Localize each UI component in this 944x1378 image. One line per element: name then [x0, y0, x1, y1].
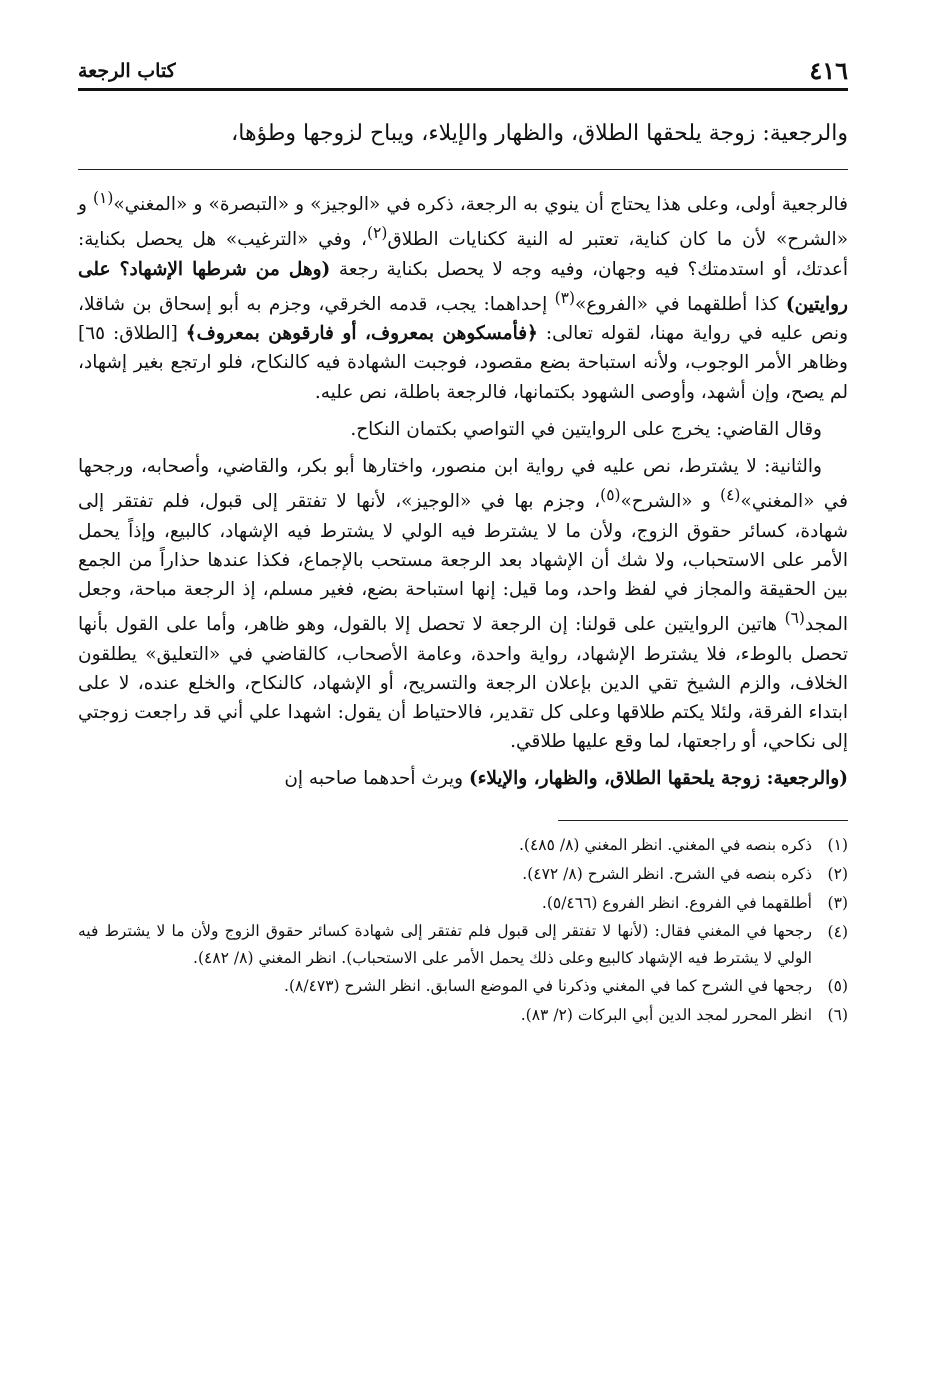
matn-quote: (والرجعية: زوجة يلحقها الطلاق، والظهار، والإيلاء)	[468, 768, 848, 790]
footnote-5	[78, 972, 848, 1001]
footnote-text: انظر المحرر لمجد الدين أبي البركات (٢/ ٨٣).	[520, 1005, 812, 1024]
footnotes	[78, 831, 848, 1030]
footnote-number: (٤)	[827, 922, 848, 941]
footnote-text: أطلقهما في الفروع. انظر الفروع (٥/٤٦٦).	[541, 893, 812, 912]
text-run: [الطلاق: ٦٥] وظاهر الأمر الوجوب، ولأنه استباحة بضع مقصود، فوجبت الشهادة فيه كالنكاح، فلو ارتجع بغير إشهاد، لم يصح، وإن أشهد، وأوصى الشهود بكتمانها، فالرجعة باطلة، نص عليه.	[78, 323, 848, 403]
text-run: و «الشرح»	[620, 491, 721, 513]
text-run: هاتين الروايتين على قولنا: إن الرجعة لا تحصل إلا بالقول، وهو ظاهر، وأما على القول بأنها تحصل بالوطء، فلا يشترط الإشهاد، رواية واحدة، وعامة الأصحاب، كالقاضي في «التعليق» يطلقون الخلاف، والزم الشيخ تقي الدين بإعلان الرجعة والتسريح، أو الإشهاد، كالنكاح، والخلع عنده، لا على ابتداء الفرقة، ولئلا يكتم طلاقها وعلى كل تقدير، فالاحتياط أن يقول: اشهدا علي أني قد راجعت زوجتي إلى نكاحي، أو راجعتها، لما وقع عليها طلاقي.	[78, 614, 848, 753]
footnote-3	[78, 889, 848, 918]
text-run: والثانية: لا يشترط، نص عليه في رواية ابن منصور، واختارها أبو بكر، والقاضي، وأصحابه، ورجحها في «المغني»	[78, 456, 849, 513]
footnote-6	[78, 1001, 848, 1030]
footnote-rule	[558, 820, 848, 821]
footnote-number: (٣)	[827, 893, 848, 912]
header-rule	[78, 88, 848, 91]
footnote-ref-5[interactable]: (٥)	[600, 486, 621, 505]
footnote-number: (٦)	[827, 1005, 848, 1024]
footnote-1	[78, 831, 848, 860]
footnote-text: رجحها في الشرح كما في المغني وذكرنا في الموضع السابق. انظر الشرح (٨/٤٧٣).	[284, 976, 812, 995]
text-run: ويرث أحدهما صاحبه إن	[284, 768, 469, 790]
footnote-text: ذكره بنصه في الشرح. انظر الشرح (٨/ ٤٧٢).	[522, 864, 812, 883]
text-run: و «الشرح» لأن ما كان كناية، تعتبر له النية ككنايات الطلاق	[78, 194, 849, 251]
footnote-ref-2[interactable]: (٢)	[367, 224, 388, 243]
footnote-ref-1[interactable]: (١)	[93, 189, 114, 207]
matn-rule	[78, 169, 848, 170]
footnote-2	[78, 860, 848, 889]
footnote-number: (١)	[827, 835, 848, 854]
footnote-number: (٥)	[827, 976, 848, 995]
text-run: ، وجزم بها في «الوجيز»، لأنها لا تفتقر إلى قبول، فلم تفتقر إلى شهادة، كسائر حقوق الزوج، ولأن ما لا يشترط فيه الولي لا يشترط فيه الإشهاد، كالبيع، وإذاً يحمل الأمر على الاستحباب، ولا شك أن الإشهاد بعد الرجعة مستحب بالإجماع، فكذا عندها حذاراً من الجمع بين الحقيقة والمجاز في لفظ واحد، وما قيل: إنها استباحة بضع، فغير مسلم، إذ الرجعة مباحة، وجعل المجد	[78, 491, 848, 636]
book-page	[78, 52, 848, 1030]
matn-text: والرجعية: زوجة يلحقها الطلاق، والظهار والإيلاء، ويباح لزوجها وطؤها،	[231, 121, 848, 146]
footnote-ref-4[interactable]: (٤)	[720, 486, 741, 505]
text-run: إحداهما: يجب، قدمه الخرقي، وجزم به أبو إسحاق بن شاقلا، ونص عليه في رواية مهنا، لقوله تعالى:	[78, 294, 849, 345]
footnote-ref-3[interactable]: (٣)	[554, 288, 575, 307]
footnote-text: ذكره بنصه في المغني. انظر المغني (٨/ ٤٨٥).	[518, 835, 812, 854]
commentary	[78, 184, 848, 794]
footnote-text: رجحها في المغني فقال: (لأنها لا تفتقر إلى قبول فلم تفتقر إلى شهادة كسائر حقوق الزوج ولأن ما لا يشترط فيه الولي لا يشترط فيه الإشهاد كالبيع وعلى ذلك يحمل الأمر على الاستحباب). انظر المغني (٨/ ٤٨٢).	[78, 921, 812, 967]
book-title: كتاب الرجعة	[78, 60, 176, 82]
footnote-4	[78, 918, 848, 972]
quran-quote: ﴿فأمسكوهن بمعروف، أو فارقوهن بمعروف﴾	[185, 323, 538, 345]
footnote-ref-6[interactable]: (٦)	[784, 609, 805, 628]
matn-quote: (وهل من شرطها الإشهاد؟ على روايتين)	[78, 258, 848, 316]
paragraph-2	[78, 415, 848, 444]
text-run: وقال القاضي: يخرج على الروايتين في التواصي بكتمان النكاح.	[350, 418, 822, 440]
paragraph-4	[78, 764, 848, 793]
page-number: ٤١٦	[809, 56, 848, 85]
running-header	[78, 52, 848, 86]
paragraph-1	[78, 184, 848, 407]
footnote-number: (٢)	[827, 864, 848, 883]
text-run: ، وفي «الترغيب» هل يحصل بكناية: أعدتك، أو استدمتك؟ فيه وجهان، وفيه وجه لا يحصل بكناية رجعة	[78, 229, 848, 280]
text-run: كذا أطلقهما في «الفروع»	[574, 294, 786, 316]
paragraph-3	[78, 452, 848, 756]
text-run: فالرجعية أولى، وعلى هذا يحتاج أن ينوي به الرجعة، ذكره في «الوجيز» و «التبصرة» و «المغني»	[113, 194, 848, 216]
